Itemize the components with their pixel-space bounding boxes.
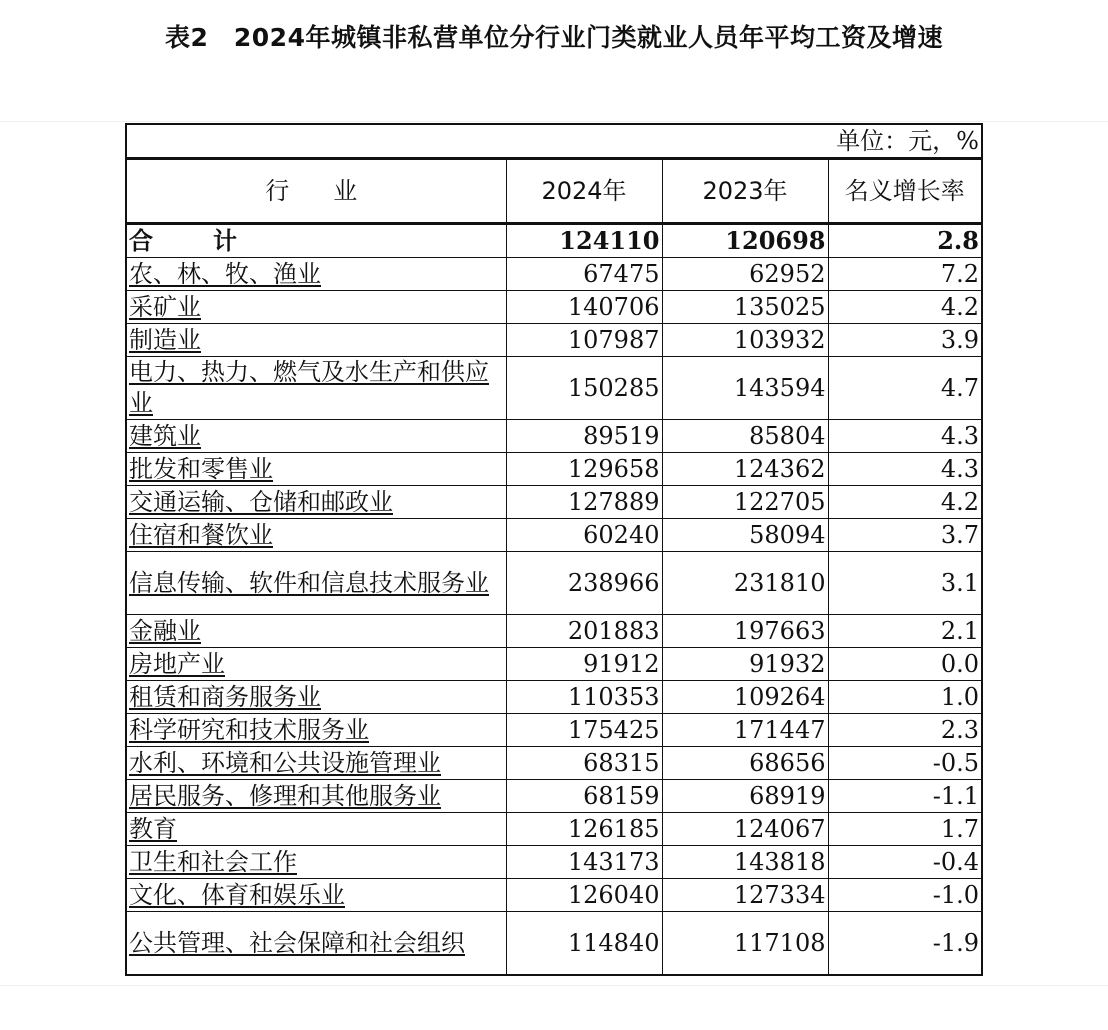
value-2023: 231810 bbox=[662, 552, 828, 615]
table-row bbox=[126, 324, 982, 357]
growth-rate: 4.7 bbox=[828, 357, 982, 420]
growth-rate: 4.3 bbox=[828, 420, 982, 453]
industry-name: 租赁和商务服务业 bbox=[126, 681, 506, 714]
value-2024: 126185 bbox=[506, 813, 662, 846]
value-2023: 103932 bbox=[662, 324, 828, 357]
value-2024: 201883 bbox=[506, 615, 662, 648]
value-2023: 58094 bbox=[662, 519, 828, 552]
growth-rate: 4.2 bbox=[828, 486, 982, 519]
industry-name: 公共管理、社会保障和社会组织 bbox=[126, 912, 506, 976]
header-industry: 行 业 bbox=[126, 159, 506, 224]
growth-rate: -0.4 bbox=[828, 846, 982, 879]
value-2024: 89519 bbox=[506, 420, 662, 453]
value-2023: 68919 bbox=[662, 780, 828, 813]
growth-rate: -1.1 bbox=[828, 780, 982, 813]
table-row bbox=[126, 912, 982, 976]
value-2023: 85804 bbox=[662, 420, 828, 453]
growth-rate: 7.2 bbox=[828, 258, 982, 291]
growth-rate: 4.3 bbox=[828, 453, 982, 486]
value-2024: 175425 bbox=[506, 714, 662, 747]
header-2024: 2024年 bbox=[506, 159, 662, 224]
wage-table bbox=[125, 123, 983, 976]
industry-name: 农、林、牧、渔业 bbox=[126, 258, 506, 291]
table-title: 表2 2024年城镇非私营单位分行业门类就业人员年平均工资及增速 bbox=[165, 23, 943, 52]
table-row bbox=[126, 747, 982, 780]
industry-name: 建筑业 bbox=[126, 420, 506, 453]
growth-rate: 4.2 bbox=[828, 291, 982, 324]
value-2024: 107987 bbox=[506, 324, 662, 357]
table-row bbox=[126, 615, 982, 648]
value-2024: 110353 bbox=[506, 681, 662, 714]
value-2024: 150285 bbox=[506, 357, 662, 420]
unit-label: 单位：元，% bbox=[126, 124, 982, 159]
total-2023: 120698 bbox=[662, 224, 828, 258]
value-2023: 197663 bbox=[662, 615, 828, 648]
industry-name: 房地产业 bbox=[126, 648, 506, 681]
divider-bottom bbox=[0, 985, 1108, 986]
value-2024: 60240 bbox=[506, 519, 662, 552]
value-2024: 68159 bbox=[506, 780, 662, 813]
value-2023: 68656 bbox=[662, 747, 828, 780]
value-2023: 127334 bbox=[662, 879, 828, 912]
value-2023: 122705 bbox=[662, 486, 828, 519]
industry-name: 交通运输、仓储和邮政业 bbox=[126, 486, 506, 519]
growth-rate: 1.0 bbox=[828, 681, 982, 714]
value-2023: 91932 bbox=[662, 648, 828, 681]
unit-row bbox=[126, 124, 982, 159]
table-row bbox=[126, 552, 982, 615]
value-2023: 124362 bbox=[662, 453, 828, 486]
value-2024: 67475 bbox=[506, 258, 662, 291]
industry-name: 文化、体育和娱乐业 bbox=[126, 879, 506, 912]
value-2023: 117108 bbox=[662, 912, 828, 976]
value-2024: 238966 bbox=[506, 552, 662, 615]
header-2023: 2023年 bbox=[662, 159, 828, 224]
industry-name: 制造业 bbox=[126, 324, 506, 357]
value-2023: 62952 bbox=[662, 258, 828, 291]
value-2023: 143594 bbox=[662, 357, 828, 420]
table-row bbox=[126, 879, 982, 912]
industry-name: 电力、热力、燃气及水生产和供应业 bbox=[126, 357, 506, 420]
growth-rate: 3.9 bbox=[828, 324, 982, 357]
value-2024: 126040 bbox=[506, 879, 662, 912]
industry-name: 金融业 bbox=[126, 615, 506, 648]
total-rate: 2.8 bbox=[828, 224, 982, 258]
industry-name: 批发和零售业 bbox=[126, 453, 506, 486]
growth-rate: 2.1 bbox=[828, 615, 982, 648]
table-row bbox=[126, 357, 982, 420]
table-row bbox=[126, 714, 982, 747]
value-2023: 109264 bbox=[662, 681, 828, 714]
table-row bbox=[126, 648, 982, 681]
value-2024: 129658 bbox=[506, 453, 662, 486]
value-2024: 140706 bbox=[506, 291, 662, 324]
total-row bbox=[126, 224, 982, 258]
industry-name: 住宿和餐饮业 bbox=[126, 519, 506, 552]
header-growth-rate: 名义增长率 bbox=[828, 159, 982, 224]
growth-rate: -1.9 bbox=[828, 912, 982, 976]
industry-name: 水利、环境和公共设施管理业 bbox=[126, 747, 506, 780]
value-2024: 91912 bbox=[506, 648, 662, 681]
table-row bbox=[126, 813, 982, 846]
value-2023: 171447 bbox=[662, 714, 828, 747]
table-row bbox=[126, 486, 982, 519]
industry-name: 教育 bbox=[126, 813, 506, 846]
value-2024: 127889 bbox=[506, 486, 662, 519]
growth-rate: 0.0 bbox=[828, 648, 982, 681]
industry-name: 科学研究和技术服务业 bbox=[126, 714, 506, 747]
value-2024: 143173 bbox=[506, 846, 662, 879]
growth-rate: 1.7 bbox=[828, 813, 982, 846]
total-label: 合 计 bbox=[126, 224, 506, 258]
table-row bbox=[126, 453, 982, 486]
industry-name: 信息传输、软件和信息技术服务业 bbox=[126, 552, 506, 615]
industry-name: 卫生和社会工作 bbox=[126, 846, 506, 879]
header-row bbox=[126, 159, 982, 224]
industry-name: 采矿业 bbox=[126, 291, 506, 324]
table-row bbox=[126, 258, 982, 291]
growth-rate: 3.7 bbox=[828, 519, 982, 552]
value-2024: 114840 bbox=[506, 912, 662, 976]
table-row bbox=[126, 681, 982, 714]
table-row bbox=[126, 846, 982, 879]
growth-rate: 2.3 bbox=[828, 714, 982, 747]
growth-rate: -1.0 bbox=[828, 879, 982, 912]
table-row bbox=[126, 291, 982, 324]
value-2023: 135025 bbox=[662, 291, 828, 324]
value-2024: 68315 bbox=[506, 747, 662, 780]
total-2024: 124110 bbox=[506, 224, 662, 258]
table-row bbox=[126, 420, 982, 453]
table-row bbox=[126, 780, 982, 813]
growth-rate: -0.5 bbox=[828, 747, 982, 780]
value-2023: 143818 bbox=[662, 846, 828, 879]
industry-name: 居民服务、修理和其他服务业 bbox=[126, 780, 506, 813]
table-row bbox=[126, 519, 982, 552]
growth-rate: 3.1 bbox=[828, 552, 982, 615]
value-2023: 124067 bbox=[662, 813, 828, 846]
divider-top bbox=[0, 121, 1108, 122]
